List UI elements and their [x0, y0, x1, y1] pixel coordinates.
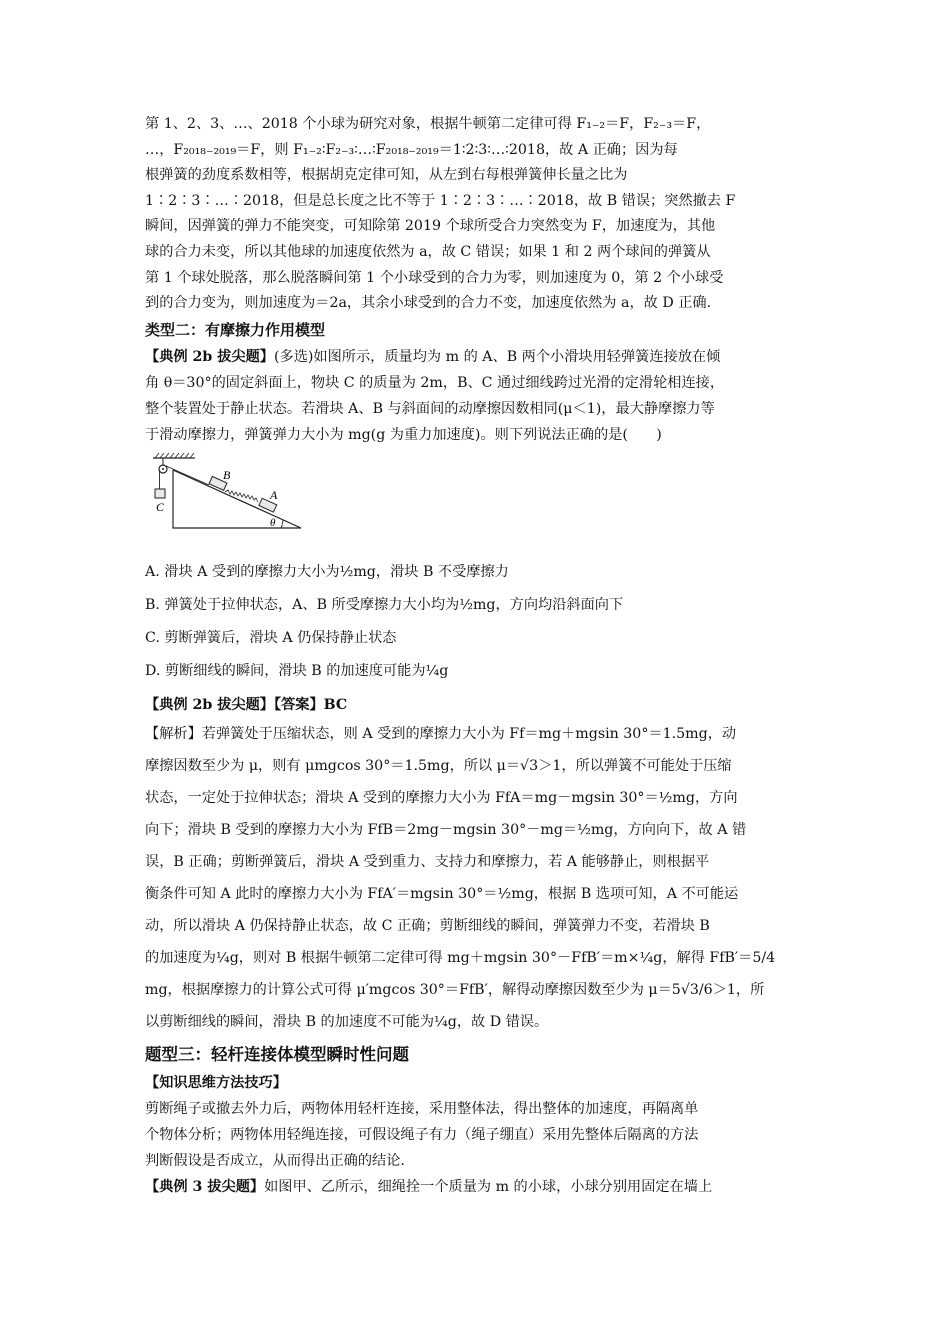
- text-line: 1∶2∶3∶…∶2018，但是总长度之比不等于 1∶2∶3∶…∶2018，故 B 错误；突然撤去 F: [145, 192, 736, 209]
- explanation-line: 【解析】若弹簧处于压缩状态，则 A 受到的摩擦力大小为 Ff＝mg＋mgsin 30°＝1.5mg，动: [145, 725, 737, 742]
- question-text: 整个装置处于静止状态。若滑块 A、B 与斜面间的动摩擦因数相同(μ＜1)，最大静摩擦力等: [145, 400, 715, 417]
- explanation: [145, 718, 807, 1038]
- section-heading-type3: 题型三：轻杆连接体模型瞬时性问题: [145, 1044, 409, 1064]
- knowledge-line: 个物体分析；两物体用轻绳连接，可假设绳子有力（绳子绷直）采用先整体后隔离的方法: [145, 1126, 699, 1143]
- incline-figure: [147, 452, 807, 552]
- question-text: 角 θ＝30°的固定斜面上，物块 C 的质量为 2m，B、C 通过细线跨过光滑的定滑轮相连接，: [145, 374, 725, 391]
- options-list: [145, 556, 807, 688]
- example-3-question: [145, 1174, 807, 1200]
- example-2b-question: [145, 344, 807, 448]
- label-b: B: [223, 467, 231, 482]
- question-text: (多选)如图所示，质量均为 m 的 A、B 两个小滑块用轻弹簧连接放在倾: [273, 348, 721, 365]
- question-text: 如图甲、乙所示，细绳拴一个质量为 m 的小球，小球分别用固定在墙上: [264, 1178, 713, 1195]
- option-d: D. 剪断细线的瞬间，滑块 B 的加速度可能为¼g: [145, 662, 449, 679]
- explanation-line: 状态，一定处于拉伸状态；滑块 A 受到的摩擦力大小为 FfA＝mg－mgsin 30°＝½mg，方向: [145, 789, 738, 806]
- explanation-line: mg，根据摩擦力的计算公式可得 μ′mgcos 30°＝FfB′，解得动摩擦因数至少为 μ＝5√3/6＞1，所: [145, 981, 765, 998]
- text-line: 根弹簧的劲度系数相等，根据胡克定律可知，从左到右每根弹簧伸长量之比为: [145, 167, 628, 184]
- explanation-line: 误，B 正确；剪断弹簧后，滑块 A 受到重力、支持力和摩擦力，若 A 能够静止，则根据平: [145, 853, 710, 870]
- block-c: [155, 489, 165, 498]
- knowledge-text: [145, 1096, 807, 1174]
- question-text: 于滑动摩擦力，弹簧弹力大小为 mg(g 为重力加速度)。则下列说法正确的是( ): [145, 426, 662, 443]
- answer-line: 【典例 2b 拔尖题】【答案】BC: [145, 696, 348, 713]
- section-heading-type2: 类型二：有摩擦力作用模型: [145, 320, 326, 339]
- text-line: 瞬间，因弹簧的弹力不能突变，可知除第 2019 个球所受合力突然变为 F，加速度为，其他: [145, 218, 716, 235]
- explanation-line: 向下；滑块 B 受到的摩擦力大小为 FfB＝2mg－mgsin 30°－mg＝½mg，方向向下，故 A 错: [145, 821, 747, 838]
- option-c: C. 剪断弹簧后，滑块 A 仍保持静止状态: [145, 629, 397, 646]
- option-b: B. 弹簧处于拉伸状态，A、B 所受摩擦力大小均为½mg，方向均沿斜面向下: [145, 596, 624, 613]
- explanation-line: 以剪断细线的瞬间，滑块 B 的加速度不可能为¼g，故 D 错误。: [145, 1013, 549, 1030]
- text-line: 到的合力变为，则加速度为＝2a，其余小球受到的合力不变，加速度依然为 a，故 D 正确.: [145, 295, 712, 312]
- explanation-line: 摩擦因数至少为 μ，则有 μmgcos 30°＝1.5mg，所以 μ＝√3＞1，所以弹簧不可能处于压缩: [145, 757, 732, 774]
- example-tag: 【典例 2b 拔尖题】: [145, 348, 274, 365]
- knowledge-line: 判断假设是否成立，从而得出正确的结论.: [145, 1152, 405, 1169]
- text-line: 第 1、2、3、…、2018 个小球为研究对象，根据牛顿第二定律可得 F₁₋₂＝F，F₂₋₃＝F，: [145, 116, 711, 132]
- text-line: 球的合力未变，所以其他球的加速度依然为 a，故 C 错误；如果 1 和 2 两个球间的弹簧从: [145, 243, 711, 260]
- text-line: 第 1 个球处脱落，那么脱落瞬间第 1 个小球受到的合力为零，则加速度为 0，第 2 个小球受: [145, 269, 724, 286]
- ceiling-hatch: [155, 453, 194, 458]
- text-line: …，F₂₀₁₈₋₂₀₁₉＝F，则 F₁₋₂∶F₂₋₃∶…∶F₂₀₁₈₋₂₀₁₉＝1∶2∶3∶…∶2018，故 A 正确；因为每: [145, 141, 678, 158]
- incline-diagram: [147, 452, 307, 548]
- example-tag: 【典例 3 拔尖题】: [145, 1178, 265, 1195]
- label-a: A: [270, 487, 278, 502]
- label-c: C: [156, 499, 165, 514]
- explanation-line: 的加速度为¼g，则对 B 根据牛顿第二定律可得 mg＋mgsin 30°－FfB′＝m×¼g，解得 FfB′＝5/4: [145, 949, 776, 966]
- option-a: A. 滑块 A 受到的摩擦力大小为½mg，滑块 B 不受摩擦力: [145, 563, 509, 580]
- explanation-line: 衡条件可知 A 此时的摩擦力大小为 FfA′＝mgsin 30°＝½mg，根据 B 选项可知，A 不可能运: [145, 885, 739, 902]
- solution-paragraph-continued: [145, 112, 807, 317]
- incline-slope: [173, 467, 301, 528]
- explanation-line: 动，所以滑块 A 仍保持静止状态，故 C 正确；剪断细线的瞬间，弹簧弹力不变，若滑块 B: [145, 917, 710, 934]
- angle-arc: [281, 520, 283, 528]
- document-page: [145, 112, 807, 1200]
- knowledge-heading: 【知识思维方法技巧】: [145, 1074, 287, 1091]
- knowledge-line: 剪断绳子或撤去外力后，两物体用轻杆连接，采用整体法，得出整体的加速度，再隔离单: [145, 1100, 699, 1117]
- label-theta: θ: [270, 516, 276, 529]
